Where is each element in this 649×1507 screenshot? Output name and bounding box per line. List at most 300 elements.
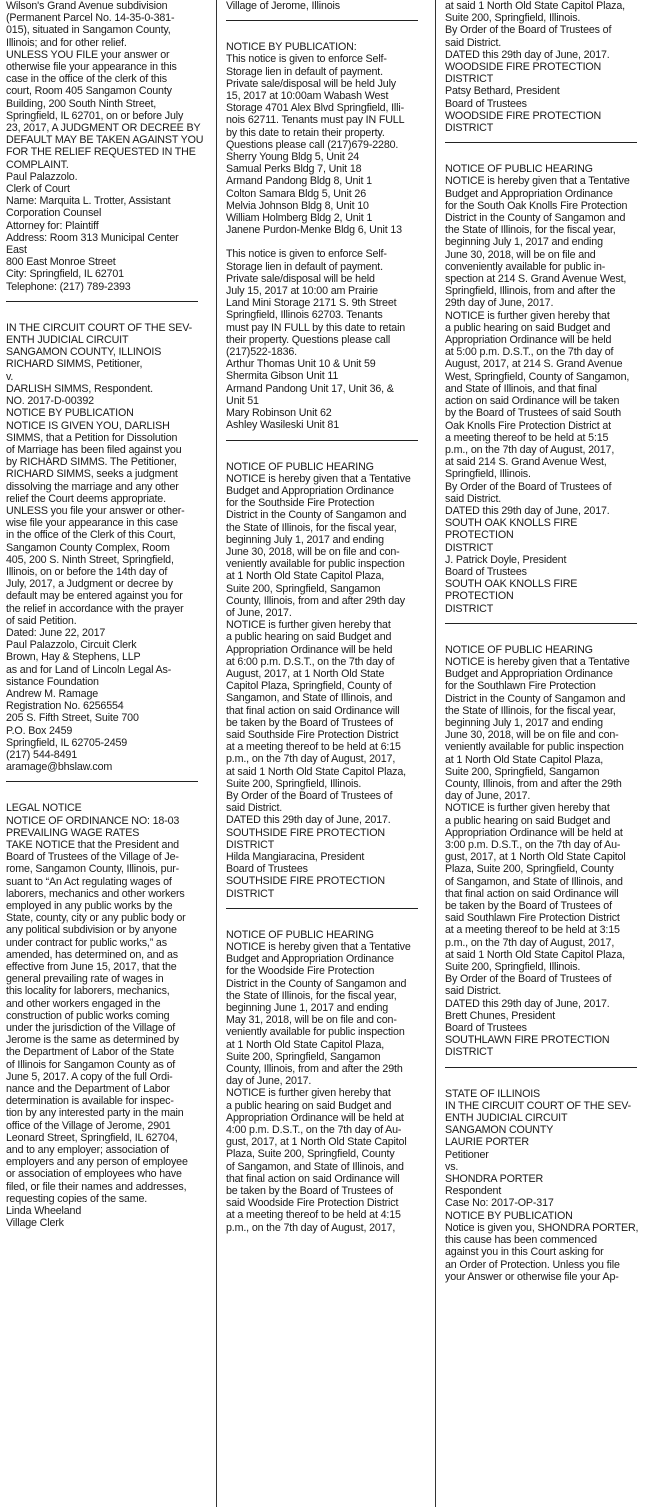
notice-line: a public hearing on said Budget and — [445, 814, 611, 827]
notice-line: Storage lien in default of payment. — [226, 65, 383, 78]
notice-line: Appropriation Ordinance will be held — [445, 334, 612, 347]
notice-line: the Department of Labor of the State — [6, 1046, 175, 1059]
notice-line: of Sangamon, and State of Illinois, and — [445, 875, 623, 888]
notice-line: for the Southside Fire Protection — [226, 497, 375, 510]
notice-line: IN THE CIRCUIT COURT OF THE SEV- — [445, 1099, 632, 1112]
notice-line: vs. — [445, 1160, 459, 1173]
notice-line: DARLISH SIMMS, Respondent. — [6, 382, 153, 395]
notice-line: beginning June 1, 2017 and ending — [226, 1002, 389, 1015]
notice-line: tion by any interested party in the main — [6, 1107, 184, 1120]
notice-line: Appropriation Ordinance will be held — [226, 643, 393, 656]
notice-line: Board of Trustees — [445, 97, 527, 110]
notice-line: p.m., on the 7th day of August, 2017, — [226, 753, 396, 766]
notice-line: By Order of the Board of Trustees of — [226, 789, 393, 802]
notice-line: requesting copies of the same. — [6, 1192, 148, 1205]
notice-separator — [226, 908, 418, 909]
notice-line: by the Board of Trustees of said South — [445, 407, 622, 420]
notice-line: WOODSIDE FIRE PROTECTION DISTRICT — [445, 109, 602, 135]
notice-line: at a meeting thereof to be held at 4:15 — [226, 1209, 401, 1222]
notice-line: said District. — [445, 492, 502, 505]
notice-line: Sangamon, and State of Illinois, and — [226, 692, 393, 705]
notice-separator — [6, 781, 198, 782]
notice-line: SANGAMON COUNTY — [445, 1124, 554, 1137]
notice-line: must pay IN FULL by this date to retain — [226, 321, 406, 334]
notice-line: Appropriation Ordinance will be held at — [445, 826, 623, 839]
notice-line: rome, Sangamon County, Illinois, pur- — [6, 863, 180, 876]
notice-line: SHONDRA PORTER — [445, 1173, 544, 1186]
notice-line: 205 S. Fifth Street, Suite 700 — [6, 712, 139, 725]
notice-line: Storage lien in default of payment. — [226, 260, 383, 273]
notice-line: IN THE CIRCUIT COURT OF THE SEV- — [6, 321, 193, 334]
notice-line: by RICHARD SIMMS. The Petitioner, — [6, 456, 177, 469]
notice-line: ENTH JUDICIAL CIRCUIT — [445, 1112, 568, 1125]
notice-line: State, county, city or any public body or — [6, 912, 186, 925]
notice-line: NOTICE BY PUBLICATION — [445, 1209, 573, 1222]
notice-line: Building, 200 South Ninth Street, — [6, 97, 157, 110]
notice-line: that final action on said Ordinance will — [226, 704, 400, 717]
legal-notice — [226, 461, 426, 900]
notice-line: Springfield, IL 62701, on or before July — [6, 109, 184, 122]
notice-line: NOTICE is further given hereby that — [226, 1087, 391, 1100]
legal-notice — [445, 644, 647, 1059]
notice-line: Armand Pandong Unit 17, Unit 36, & — [226, 382, 394, 395]
notice-line: DATED this 29th day of June, 2017. — [445, 997, 610, 1010]
notice-line: Ashley Wasileski Unit 81 — [226, 419, 340, 432]
notice-line: Storage 4701 Alex Blvd Springfield, Illi- — [226, 102, 405, 115]
notice-line: DATED this 29th day of June, 2017. — [445, 504, 610, 517]
notice-line: Linda Wheeland — [6, 1205, 82, 1218]
notice-line: SANGAMON COUNTY, ILLINOIS — [6, 346, 162, 359]
notice-line: P.O. Box 2459 — [6, 724, 73, 737]
notice-line: NOTICE is hereby given that a Tentative — [445, 655, 630, 668]
notice-line: Andrew M. Ramage — [6, 687, 99, 700]
notice-line: beginning July 1, 2017 and ending — [226, 533, 384, 546]
notice-line: Budget and Appropriation Ordinance — [445, 187, 613, 200]
notice-line: NOTICE is hereby given that a Tentative — [226, 941, 411, 954]
notice-line: a public hearing on said Budget and — [226, 631, 392, 644]
notice-line: and other workers engaged in the — [6, 997, 161, 1010]
notice-line: 23, 2017, A JUDGMENT OR DECREE BY — [6, 122, 201, 135]
legal-notice — [226, 929, 426, 1234]
notice-line: Village Clerk — [6, 1217, 64, 1230]
notice-line: this locality for laborers, mechanics, — [6, 985, 170, 998]
notice-line: SOUTHSIDE FIRE PROTECTION — [226, 826, 385, 839]
notice-line: conveniently available for public in- — [445, 260, 606, 273]
notice-line: otherwise file your appearance in this — [6, 61, 177, 74]
notice-line: of said Petition. — [6, 614, 77, 627]
notice-line: Petitioner — [445, 1148, 489, 1161]
notice-line: Board of Trustees — [445, 1022, 527, 1035]
notice-line: Hilda Mangiaracina, President — [226, 851, 365, 863]
notice-line: By Order of the Board of Trustees of — [445, 24, 612, 37]
notice-line: William Holmberg Bldg 2, Unit 1 — [226, 212, 373, 225]
legal-notice — [445, 163, 647, 615]
notice-line: of Sangamon, and State of Illinois, and — [226, 1160, 404, 1173]
notice-line: at said 1 North Old State Capitol Plaza, — [445, 948, 625, 961]
notice-line: nance and the Department of Labor — [6, 1083, 170, 1096]
notice-line: (217)522-1836. — [226, 346, 297, 359]
notice-line: your Answer or otherwise file your Ap- — [445, 1270, 619, 1283]
notice-line: Jerome is the same as determined by — [6, 1034, 179, 1047]
notice-line: v. — [6, 370, 14, 383]
notice-line: 29th day of June, 2017. — [445, 297, 554, 310]
notice-line: wise file your appearance in this case — [6, 517, 178, 530]
notice-line: Corporation Counsel — [6, 207, 102, 220]
notice-line: Budget and Appropriation Ordinance — [226, 953, 394, 966]
notice-line: sistance Foundation — [6, 675, 99, 688]
notice-line: SOUTHSIDE FIRE PROTECTION — [226, 875, 385, 888]
notice-line: LAURIE PORTER — [445, 1136, 529, 1149]
notice-line: DISTRICT — [226, 887, 275, 900]
notice-line: Springfield, IL 62705-2459 — [6, 736, 128, 749]
notice-line: NOTICE BY PUBLICATION: — [226, 41, 357, 54]
legal-notice — [6, 0, 209, 293]
legal-notice — [226, 0, 426, 12]
notice-line: any political subdivision or by anyone — [6, 924, 177, 937]
notice-line: August, 2017, at 1 North Old State — [226, 667, 385, 680]
notice-line: Oak Knolls Fire Protection District at — [445, 419, 611, 432]
notice-line: Suite 200, Springfield, Illinois. — [445, 961, 581, 974]
notice-line: relief the Court deems appropriate. — [6, 492, 166, 505]
notice-line: NOTICE OF PUBLIC HEARING — [226, 928, 374, 941]
notice-line: Suite 200, Springfield, Illinois. — [445, 12, 581, 25]
notice-line: the State of Illinois, for the fiscal year, — [445, 704, 616, 717]
notice-line: aramage@bhslaw.com — [6, 761, 113, 774]
notice-line: suant to “An Act regulating wages of — [6, 875, 172, 888]
notice-line: Melvia Johnson Bldg 8, Unit 10 — [226, 199, 369, 212]
notice-line: be taken by the Board of Trustees of — [226, 716, 393, 729]
notice-line: action on said Ordinance will be taken — [445, 395, 620, 408]
notice-line: spection at 214 S. Grand Avenue West, — [445, 273, 627, 286]
notice-line: their property. Questions please call — [226, 333, 391, 346]
notice-line: that final action on said Ordinance will — [445, 887, 619, 900]
notice-separator — [6, 301, 198, 302]
notice-line: Village of Jerome, Illinois — [226, 0, 340, 12]
notice-line: a public hearing on said Budget and — [226, 1099, 392, 1112]
notice-line: Private sale/disposal will be held — [226, 272, 375, 285]
notice-line: Mary Robinson Unit 62 — [226, 407, 332, 420]
notice-line: Respondent — [445, 1185, 502, 1198]
notice-line: WOODSIDE FIRE PROTECTION DISTRICT — [445, 61, 602, 86]
notice-line: District in the County of Sangamon and — [445, 692, 626, 705]
notice-line: of Illinois for Sangamon County as of — [6, 1058, 176, 1071]
notice-line: gust, 2017, at 1 North Old State Capitol — [226, 1136, 407, 1149]
notice-line: under contract for public works,” as — [6, 936, 167, 949]
legal-notice — [226, 41, 426, 431]
notice-line: DATED this 29th day of June, 2017. — [226, 814, 391, 827]
notice-line: Board of Trustees of the Village of Je- — [6, 851, 179, 864]
notice-line: case in the office of the clerk of this — [6, 73, 167, 86]
notice-line: day of June, 2017. — [226, 1075, 312, 1088]
notice-line: County, Illinois, from and after 29th day — [226, 594, 405, 607]
notice-line: Sangamon County Complex, Room — [6, 541, 170, 554]
notice-line: Suite 200, Springfield, Sangamon — [226, 1050, 381, 1063]
notice-line: said Woodside Fire Protection District — [226, 1197, 399, 1210]
notice-line: DISTRICT — [226, 838, 275, 851]
notice-line: at said 214 S. Grand Avenue West, — [445, 456, 607, 469]
notice-line: By Order of the Board of Trustees of — [445, 480, 612, 493]
notice-line: Suite 200, Springfield, Illinois. — [226, 777, 362, 790]
notice-line: that final action on said Ordinance will — [226, 1172, 400, 1185]
notice-line: Case No: 2017-OP-317 — [445, 1197, 554, 1210]
notice-line: SOUTH OAK KNOLLS FIRE PROTECTION — [445, 517, 578, 542]
notice-line: beginning July 1, 2017 and ending — [445, 236, 603, 249]
notice-line: May 31, 2018, will be on file and con- — [226, 1014, 397, 1027]
notice-line: Shermita Gibson Unit 11 — [226, 370, 339, 383]
notice-line: Registration No. 6256554 — [6, 700, 124, 713]
notice-line: This notice is given to enforce Self- — [226, 53, 387, 66]
notice-line: effective from June 15, 2017, that the — [6, 961, 177, 974]
notice-line: p.m., on the 7th day of August, 2017, — [226, 1221, 396, 1234]
notice-line: DISTRICT — [445, 1046, 494, 1059]
notice-line: at 5:00 p.m. D.S.T., on the 7th day of — [445, 346, 614, 359]
notice-line: employed in any public works by the — [6, 900, 173, 913]
notice-line: Springfield, Illinois 62703. Tenants — [226, 309, 383, 322]
notice-line: SOUTHLAWN FIRE PROTECTION — [445, 1034, 610, 1047]
notice-line: This notice is given to enforce Self- — [226, 248, 387, 261]
notice-line: in the office of the Clerk of this Court, — [6, 529, 176, 542]
legal-notice — [445, 0, 647, 134]
notice-line: said District. — [226, 802, 283, 815]
notice-line: by this date to retain their property. — [226, 126, 385, 139]
notice-line: Budget and Appropriation Ordinance — [445, 668, 613, 681]
notice-line: LEGAL NOTICE — [6, 802, 82, 815]
notice-line: 4:00 p.m. D.S.T., on the 7th day of Au- — [226, 1124, 402, 1137]
notice-line: default may be entered against you for — [6, 590, 183, 603]
notice-line: general prevailing rate of wages in — [6, 973, 164, 986]
notice-line: Dated: June 22, 2017 — [6, 626, 106, 639]
notice-line: East — [6, 244, 27, 257]
notice-line: June 30, 2018, will be on file and con- — [226, 545, 400, 558]
notice-line: veniently available for public inspection — [226, 558, 405, 571]
notice-line: for the Southlawn Fire Protection — [445, 680, 596, 693]
notice-line: June 5, 2017. A copy of the full Ordi- — [6, 1070, 173, 1083]
legal-notice — [6, 322, 209, 774]
notice-line: DEFAULT MAY BE TAKEN AGAINST YOU — [6, 134, 204, 147]
notice-line: 800 East Monroe Street — [6, 256, 116, 269]
notice-line: Wilson's Grand Avenue subdivision — [6, 0, 168, 12]
notice-line: Capitol Plaza, Springfield, County of — [226, 680, 392, 693]
column-divider — [435, 0, 436, 1507]
notice-line: UNLESS YOU FILE your answer or — [6, 48, 170, 61]
notice-line: District in the County of Sangamon and — [445, 212, 626, 225]
notice-line: July, 2017, a Judgment or decree by — [6, 578, 173, 591]
notice-line: of June, 2017. — [226, 606, 292, 619]
notice-line: and to any employer; association of — [6, 1144, 169, 1157]
notice-line: Paul Palazzolo. — [6, 170, 78, 183]
notice-line: Brown, Hay & Stephens, LLP — [6, 651, 141, 664]
notice-line: Name: Marquita L. Trotter, Assistant — [6, 195, 171, 208]
notice-line: against you in this Court asking for — [445, 1246, 604, 1259]
notice-line: said District. — [445, 36, 502, 49]
notice-line: Notice is given you, SHONDRA PORTER, — [445, 1221, 639, 1234]
paragraph-gap — [226, 236, 426, 248]
notice-line: Appropriation Ordinance will be held at — [226, 1111, 404, 1124]
notice-line: Colton Samara Bldg 5, Unit 26 — [226, 187, 367, 200]
notice-line: at 1 North Old State Capitol Plaza, — [226, 1038, 385, 1051]
notice-line: (Permanent Parcel No. 14-35-0-381- — [6, 12, 175, 25]
notice-line: determination is available for inspec- — [6, 1095, 174, 1108]
notice-line: at a meeting thereof to be held at 6:15 — [226, 741, 401, 754]
notice-line: June 30, 2018, will be on file and con- — [445, 729, 619, 742]
notice-line: NOTICE is hereby given that a Tentative — [445, 175, 630, 188]
notice-line: County, Illinois, from and after the 29th — [226, 1063, 403, 1076]
notice-line: Telephone: (217) 789-2393 — [6, 280, 131, 293]
notice-line: UNLESS you file your answer or other- — [6, 504, 185, 517]
notice-line: said Southlawn Fire Protection District — [445, 912, 620, 925]
notice-line: Questions please call (217)679-2280. — [226, 138, 399, 151]
notice-line: DISTRICT — [445, 602, 494, 615]
notice-line: the relief in accordance with the prayer — [6, 602, 184, 615]
notice-line: veniently available for public inspection — [445, 741, 624, 754]
notice-line: court, Room 405 Sangamon County — [6, 85, 172, 98]
notice-line: dissolving the marriage and any other — [6, 480, 179, 493]
notice-line: beginning July 1, 2017 and ending — [445, 716, 603, 729]
notice-line: Unit 51 — [226, 394, 259, 407]
notice-line: COMPLAINT. — [6, 158, 69, 171]
notice-line: Illinois; and for other relief. — [6, 36, 127, 49]
column-1 — [6, 0, 209, 1507]
notice-line: the State of Illinois, for the fiscal year, — [226, 989, 397, 1002]
notice-line: NOTICE BY PUBLICATION — [6, 407, 134, 420]
notice-line: 3:00 p.m. D.S.T., on the 7th day of Au- — [445, 839, 621, 851]
notice-line: veniently available for public inspection — [226, 1026, 405, 1039]
notice-line: Land Mini Storage 2171 S. 9th Street — [226, 297, 397, 310]
notice-line: County, Illinois, from and after the 29th — [445, 777, 622, 790]
notice-line: filed, or file their names and addresses, — [6, 1180, 187, 1193]
notice-separator — [226, 440, 418, 441]
notice-line: Address: Room 313 Municipal Center — [6, 231, 179, 244]
legal-notice — [445, 1088, 647, 1283]
notice-line: RICHARD SIMMS, seeks a judgment — [6, 468, 178, 481]
notice-line: Janene Purdon-Menke Bldg 6, Unit 13 — [226, 224, 402, 237]
notice-line: NOTICE is further given hereby that — [445, 802, 610, 815]
notice-line: Board of Trustees — [226, 863, 308, 876]
notice-line: Patsy Bethard, President — [445, 85, 560, 98]
notice-line: RICHARD SIMMS, Petitioner, — [6, 358, 143, 371]
notice-line: Brett Chunes, President — [445, 1009, 556, 1022]
notice-line: day of June, 2017. — [445, 790, 531, 803]
notice-separator — [226, 20, 418, 21]
notice-line: the State of Illinois, for the fiscal year, — [226, 521, 397, 534]
notice-line: of Marriage has been filed against you — [6, 443, 182, 456]
notice-line: for the Woodside Fire Protection — [226, 965, 375, 978]
notice-line: July 15, 2017 at 10:00 am Prairie — [226, 285, 378, 298]
notice-line: construction of public works coming — [6, 1009, 170, 1022]
notice-line: Paul Palazzolo, Circuit Clerk — [6, 639, 137, 652]
notice-line: NOTICE OF PUBLIC HEARING — [226, 460, 374, 473]
notice-line: DATED this 29th day of June, 2017. — [445, 48, 610, 61]
notice-line: gust, 2017, at 1 North Old State Capitol — [445, 851, 626, 864]
notice-line: NOTICE IS GIVEN YOU, DARLISH — [6, 419, 170, 432]
notice-line: 15, 2017 at 10:00am Wabash West — [226, 90, 389, 103]
notice-line: Springfield, Illinois. — [445, 468, 531, 481]
notice-separator — [445, 623, 637, 624]
notice-line: STATE OF ILLINOIS — [445, 1087, 541, 1100]
notice-line: ENTH JUDICIAL CIRCUIT — [6, 334, 129, 347]
notice-line: at a meeting thereof to be held at 3:15 — [445, 924, 620, 937]
notice-line: an Order of Protection. Unless you file — [445, 1258, 620, 1271]
notice-line: at said 1 North Old State Capitol Plaza, — [226, 765, 406, 778]
notice-line: office of the Village of Jerome, 2901 — [6, 1119, 171, 1132]
notice-line: NOTICE is hereby given that a Tentative — [226, 472, 411, 485]
notice-line: under the jurisdiction of the Village of — [6, 1022, 176, 1035]
notice-line: at 6:00 p.m. D.S.T., on the 7th day of — [226, 655, 395, 668]
notice-line: NOTICE OF PUBLIC HEARING — [445, 163, 593, 176]
notice-line: Armand Pandong Bldg 8, Unit 1 — [226, 175, 372, 188]
notice-line: for the South Oak Knolls Fire Protection — [445, 199, 628, 212]
notice-line: Private sale/disposal will be held July — [226, 77, 396, 90]
column-3 — [445, 0, 647, 1507]
notice-line: Budget and Appropriation Ordinance — [226, 484, 394, 497]
notice-line: at 1 North Old State Capitol Plaza, — [445, 753, 604, 766]
notice-line: TAKE NOTICE that the President and — [6, 839, 179, 851]
notice-line: NOTICE OF PUBLIC HEARING — [445, 643, 593, 656]
notice-line: SIMMS, that a Petition for Dissolution — [6, 431, 178, 444]
notice-line: NOTICE OF ORDINANCE NO: 18-03 — [6, 814, 180, 827]
notice-separator — [445, 1067, 637, 1068]
notice-line: amended, has determined on, and as — [6, 948, 178, 961]
notice-line: (217) 544-8491 — [6, 748, 77, 761]
notice-line: 405, 200 S. Ninth Street, Springfield, — [6, 553, 174, 566]
notice-line: this cause has been commenced — [445, 1234, 597, 1247]
notice-line: Leonard Street, Springfield, IL 62704, — [6, 1131, 178, 1144]
notice-line: Board of Trustees — [445, 565, 527, 578]
notice-line: By Order of the Board of Trustees of — [445, 973, 612, 986]
notice-line: District in the County of Sangamon and — [226, 977, 407, 990]
notice-line: Arthur Thomas Unit 10 & Unit 59 — [226, 358, 376, 371]
notice-line: be taken by the Board of Trustees of — [226, 1185, 393, 1198]
notice-line: Plaza, Suite 200, Springfield, County — [445, 863, 614, 876]
notice-line: the State of Illinois, for the fiscal year, — [445, 224, 616, 237]
notice-line: nois 62711. Tenants must pay IN FULL — [226, 114, 405, 127]
notice-line: p.m., on the 7th day of August, 2017, — [445, 443, 615, 456]
notice-line: DISTRICT — [445, 541, 494, 554]
notice-line: p.m., on the 7th day of August, 2017, — [445, 936, 615, 949]
notice-line: Sherry Young Bldg 5, Unit 24 — [226, 151, 360, 164]
notice-line: as and for Land of Lincoln Legal As- — [6, 663, 172, 676]
notice-line: and State of Illinois, and that final — [445, 382, 597, 395]
notice-line: Suite 200, Springfield, Sangamon — [445, 765, 600, 778]
notice-line: Springfield, Illinois, from and after the — [445, 285, 616, 298]
notice-line: a public hearing on said Budget and — [445, 321, 611, 334]
notice-line: Illinois, on or before the 14th day of — [6, 565, 168, 578]
notice-line: PREVAILING WAGE RATES — [6, 826, 140, 839]
notice-line: West, Springfield, County of Sangamon, — [445, 370, 630, 383]
notice-line: City: Springfield, IL 62701 — [6, 268, 124, 281]
notice-line: employers and any person of employee — [6, 1156, 188, 1169]
notice-line: NOTICE is further given hereby that — [226, 619, 391, 632]
legal-notice — [6, 802, 209, 1229]
notice-line: Attorney for: Plaintiff — [6, 219, 99, 232]
notice-separator — [445, 142, 637, 143]
notice-line: 015), situated in Sangamon County, — [6, 24, 171, 37]
column-2 — [226, 0, 426, 1507]
notice-line: FOR THE RELIEF REQUESTED IN THE — [6, 146, 196, 159]
notice-line: be taken by the Board of Trustees of — [445, 900, 612, 913]
notice-line: Samual Perks Bldg 7, Unit 18 — [226, 163, 362, 176]
notice-line: NOTICE is further given hereby that — [445, 309, 610, 322]
notice-line: NO. 2017-D-00392 — [6, 395, 94, 408]
notice-line: June 30, 2018, will be on file and — [445, 248, 596, 261]
notice-line: a meeting thereof to be held at 5:15 — [445, 431, 609, 444]
notice-line: Clerk of Court — [6, 183, 70, 196]
notice-line: said District. — [445, 985, 502, 998]
notice-line: J. Patrick Doyle, President — [445, 553, 567, 566]
notice-line: SOUTH OAK KNOLLS FIRE PROTECTION — [445, 578, 578, 603]
notice-line: Plaza, Suite 200, Springfield, County — [226, 1148, 395, 1161]
notice-line: laborers, mechanics and other workers — [6, 887, 185, 900]
